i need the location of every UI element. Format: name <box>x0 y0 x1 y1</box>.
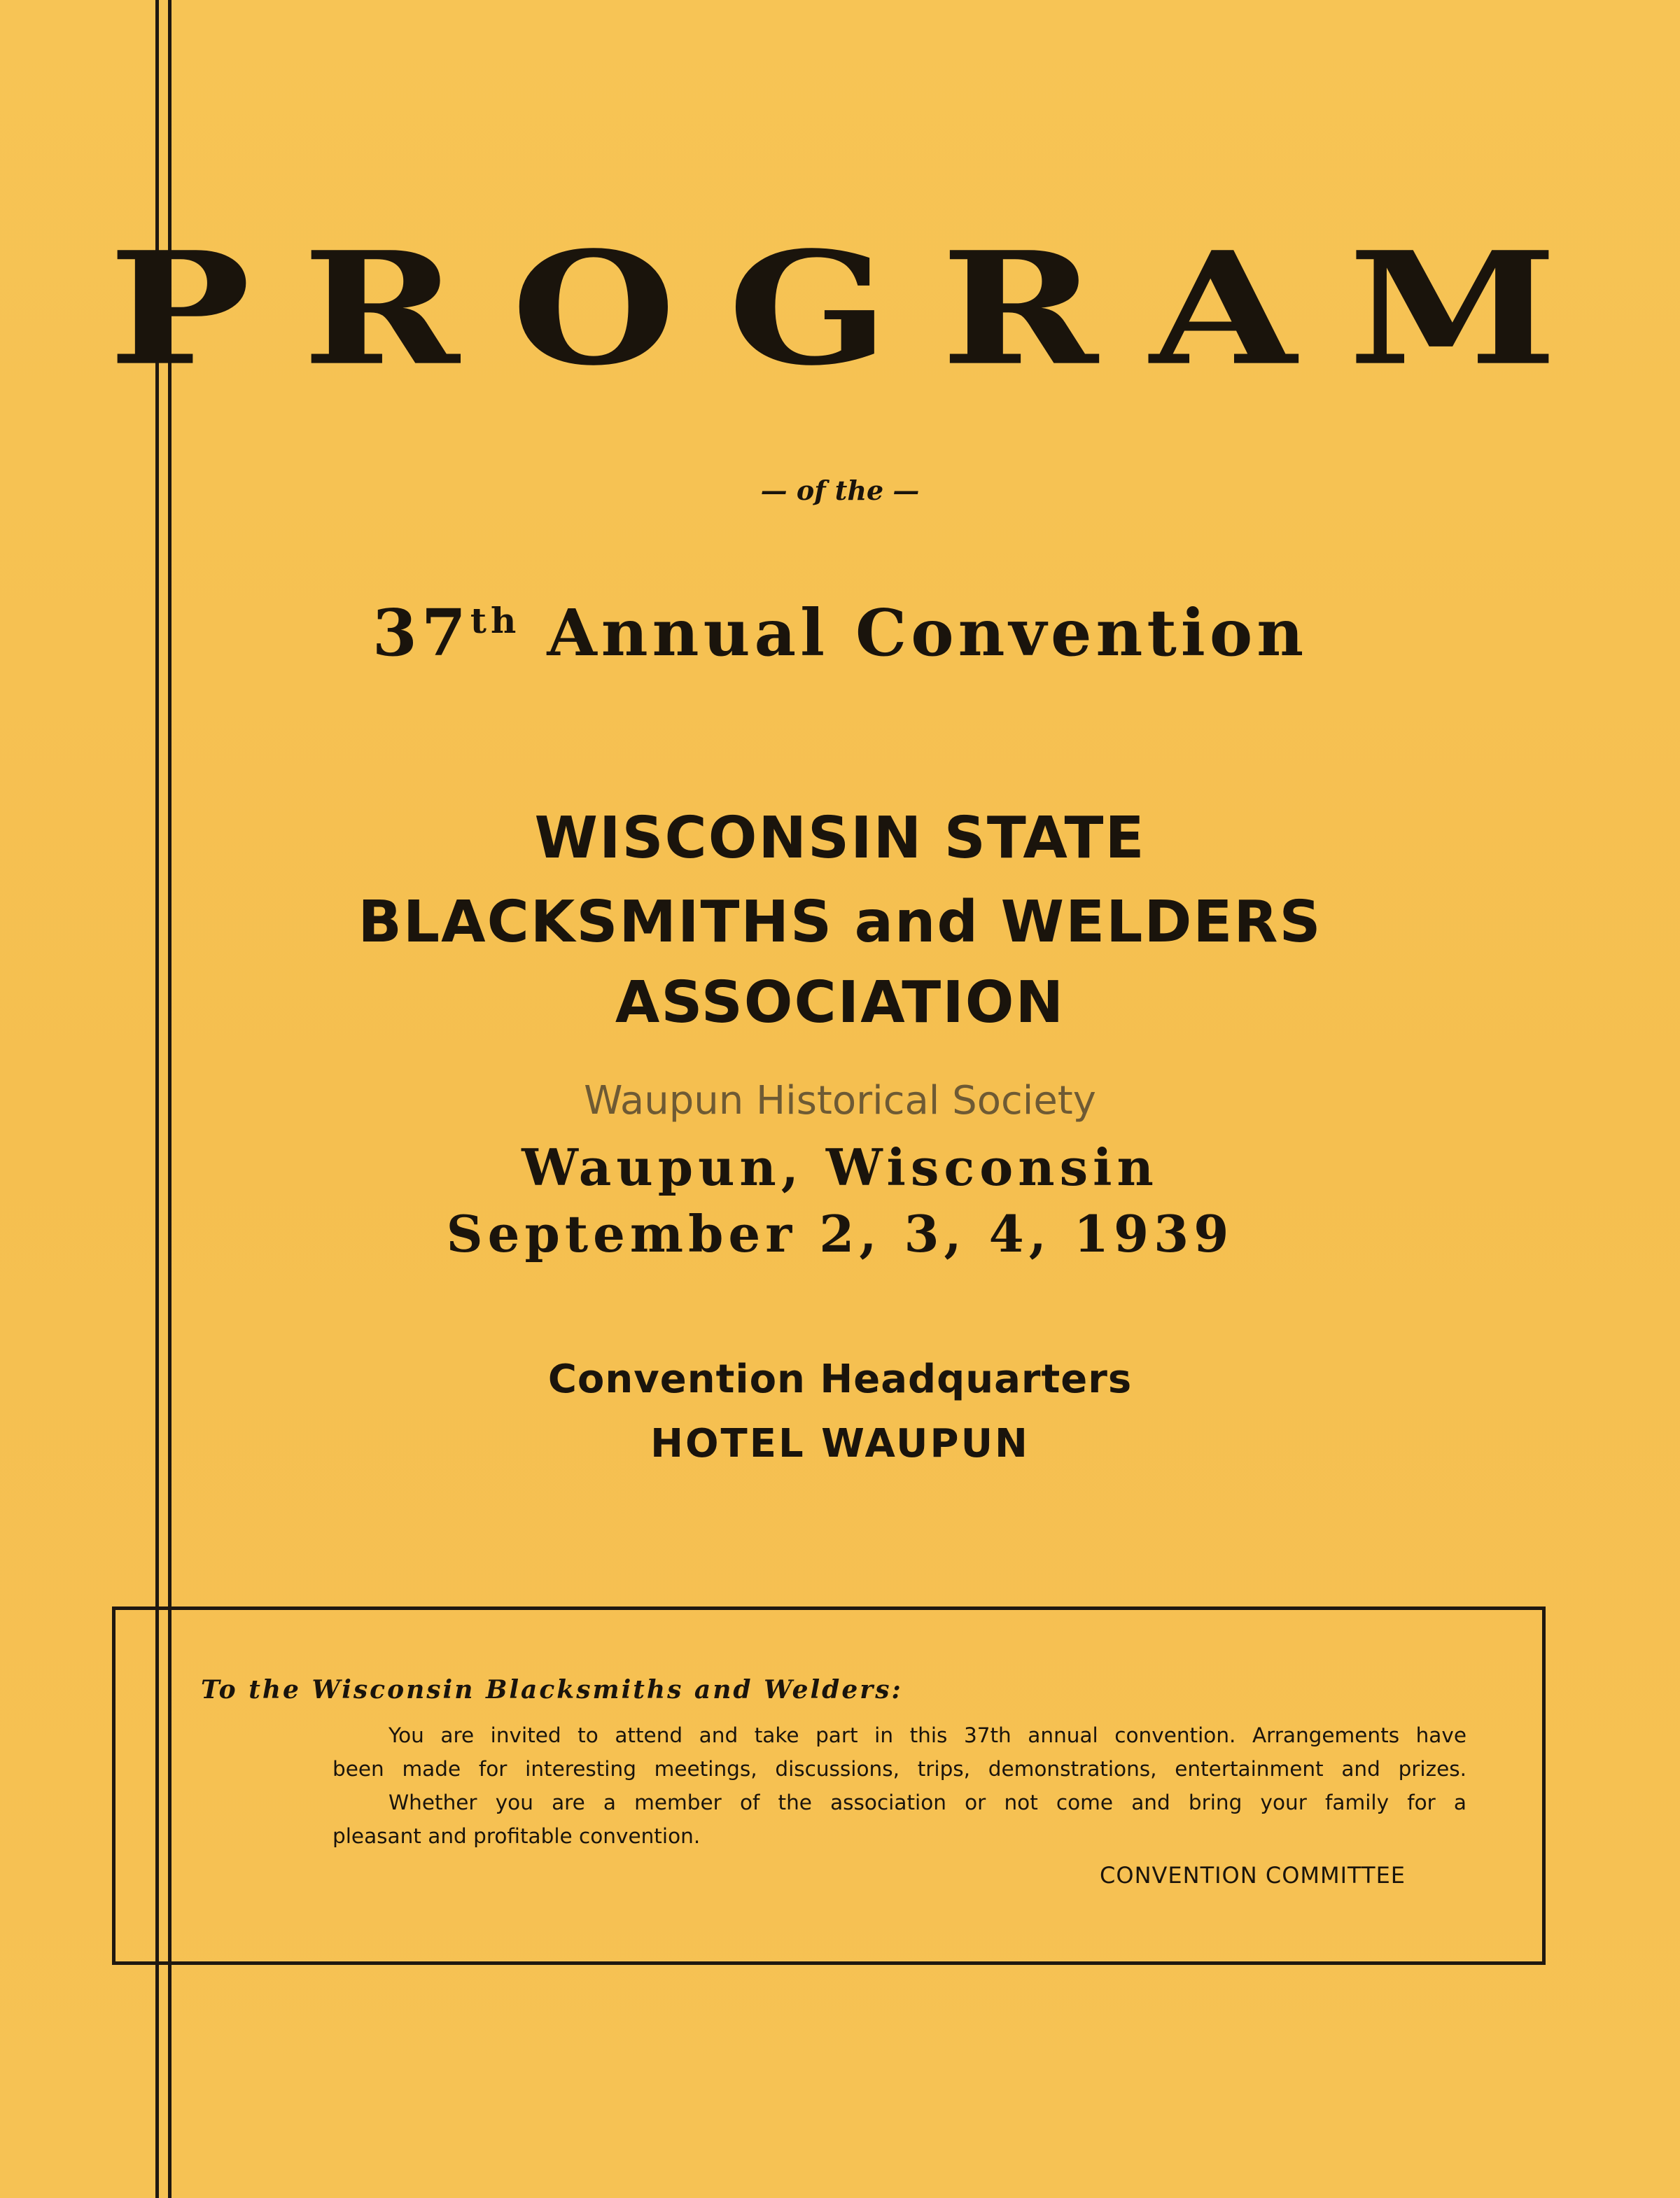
program-title <box>108 217 1558 400</box>
annual-convention-heading <box>0 595 1680 671</box>
invitation-box <box>112 1606 1546 1965</box>
headquarters-label: Convention Headquarters <box>547 1357 1133 1402</box>
title-letter: P <box>108 217 251 400</box>
invitation-signoff: CONVENTION COMMITTEE <box>1100 1862 1406 1889</box>
association-name-line-2: BLACKSMITHS and WELDERS <box>358 889 1322 955</box>
convention-label: Annual Convention <box>547 595 1308 671</box>
title-letter: G <box>727 217 890 400</box>
title-letter: R <box>941 217 1098 400</box>
convention-number: 37 <box>372 595 470 671</box>
title-letter: R <box>302 217 460 400</box>
invitation-line: been made for interesting meetings, discussions, trips, demonstrations, entertainment and prizes. <box>332 1757 1466 1781</box>
invitation-line: You are invited to attend and take part in this 37th annual convention. Arrangements have <box>388 1723 1466 1747</box>
of-the-subtitle: — of the — <box>760 475 920 506</box>
invitation-body <box>332 1718 1466 1853</box>
convention-number-suffix: th <box>470 600 521 641</box>
association-name-line-1: WISCONSIN STATE <box>534 805 1146 872</box>
watermark: Waupun Historical Society <box>584 1078 1096 1124</box>
headquarters-hotel: HOTEL WAUPUN <box>650 1421 1030 1466</box>
title-letter: A <box>1149 217 1297 400</box>
location: Waupun, Wisconsin <box>522 1138 1158 1197</box>
title-letter: O <box>511 217 676 400</box>
invitation-greeting: To the Wisconsin Blacksmiths and Welders: <box>201 1675 903 1704</box>
invitation-line: pleasant and profitable convention. <box>332 1824 701 1848</box>
dates: September 2, 3, 4, 1939 <box>446 1204 1234 1264</box>
invitation-line: Whether you are a member of the association or not come and bring your family for a <box>388 1791 1466 1814</box>
association-name-line-3: ASSOCIATION <box>615 969 1065 1036</box>
title-letter: M <box>1348 217 1558 400</box>
